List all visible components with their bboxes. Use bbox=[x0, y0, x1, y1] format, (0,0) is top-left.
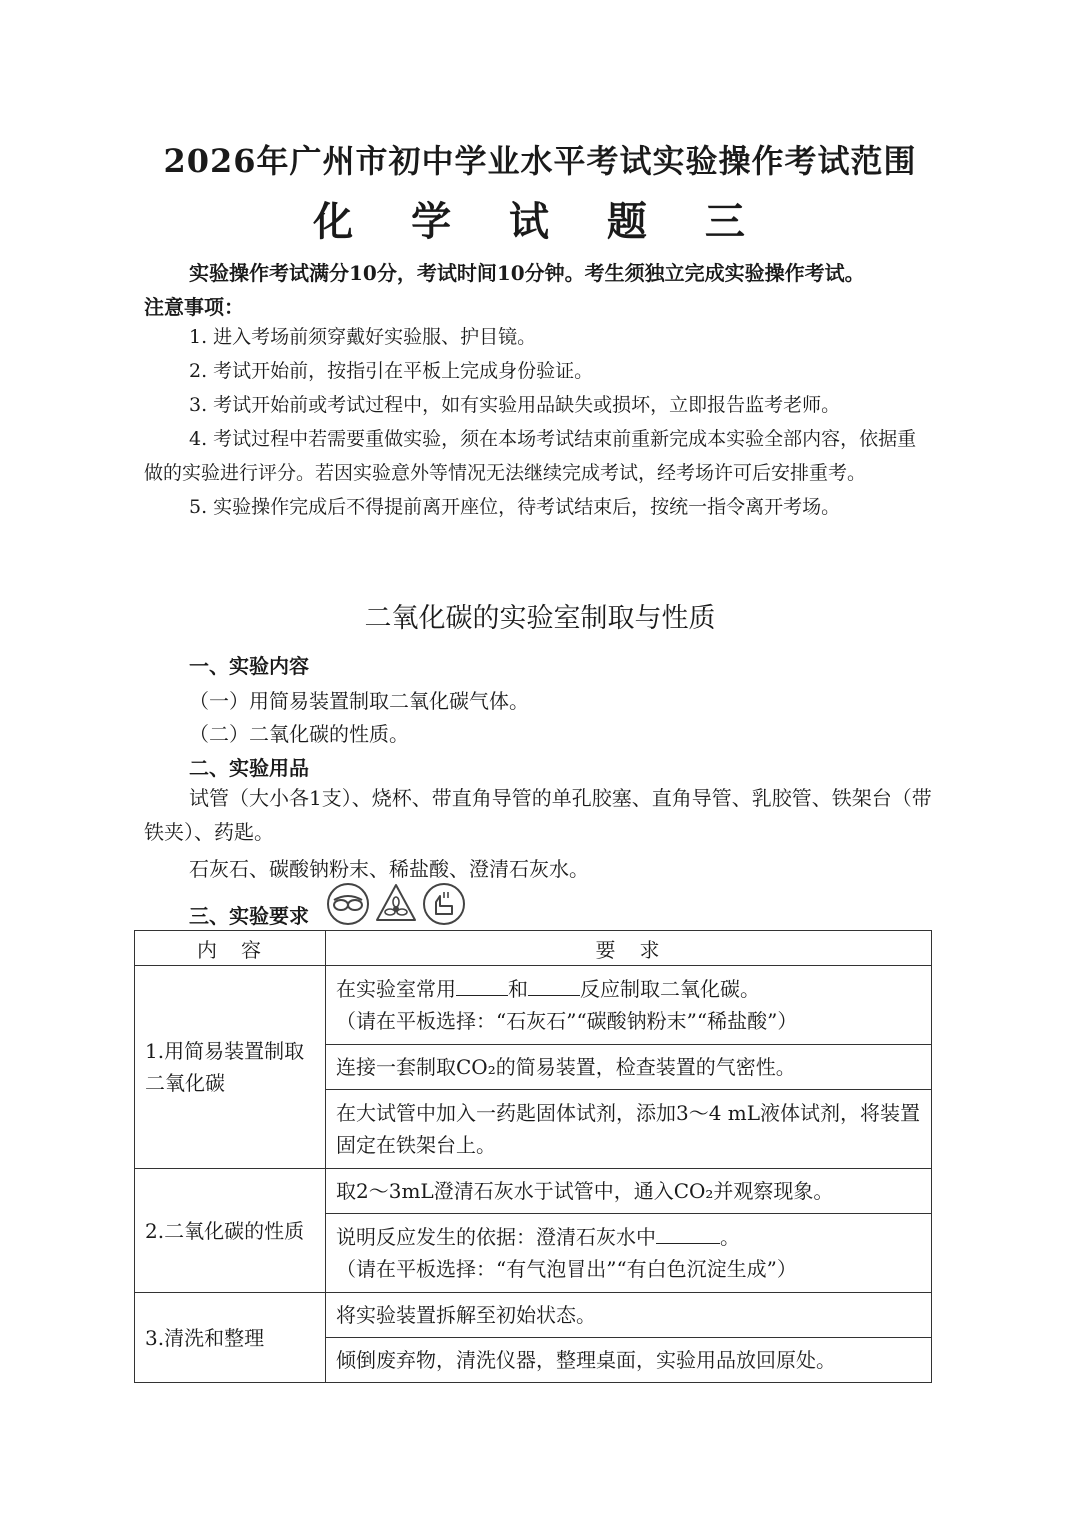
requirement-cell bbox=[326, 1214, 932, 1293]
table-row bbox=[135, 1169, 932, 1214]
category-cell: 3.清洗和整理 bbox=[135, 1293, 326, 1383]
requirement-cell: 取2～3mL澄清石灰水于试管中，通入CO₂并观察现象。 bbox=[326, 1169, 932, 1214]
column-header: 要 求 bbox=[326, 931, 932, 966]
notice-item: 1. 进入考场前须穿戴好实验服、护目镜。 bbox=[189, 326, 537, 348]
notice-list bbox=[144, 320, 934, 524]
page-title: 2026年广州市初中学业水平考试实验操作考试范围 bbox=[163, 142, 917, 180]
requirement-cell: 将实验装置拆解至初始状态。 bbox=[326, 1293, 932, 1338]
section-heading-materials: 二、实验用品 bbox=[189, 756, 309, 780]
section-heading-requirements: 三、实验要求 bbox=[189, 904, 309, 928]
tablet-choice-note: （请在平板选择：“有气泡冒出”“有白色沉淀生成”） bbox=[336, 1257, 797, 1281]
answer-blank bbox=[656, 1223, 720, 1244]
content-item: （二）二氧化碳的性质。 bbox=[189, 722, 409, 746]
equipment-list: 试管（大小各1支）、烧杯、带直角导管的单孔胶塞、直角导管、乳胶管、铁架台（带铁夹）、药匙。 bbox=[144, 786, 932, 844]
section-heading-content: 一、实验内容 bbox=[189, 654, 309, 678]
table-row bbox=[135, 966, 932, 1045]
experiment-title: 二氧化碳的实验室制取与性质 bbox=[364, 603, 716, 634]
content-item: （一）用简易装置制取二氧化碳气体。 bbox=[189, 689, 529, 713]
notice-heading: 注意事项： bbox=[144, 295, 244, 319]
hand-wash-icon bbox=[422, 882, 466, 926]
exam-intro: 实验操作考试满分10分，考试时间10分钟。考生须独立完成实验操作考试。 bbox=[189, 261, 865, 285]
notice-item: 4. 考试过程中若需要重做实验，须在本场考试结束前重新完成本实验全部内容，依据重做的实验进行评分。若因实验意外等情况无法继续完成考试，经考场许可后安排重考。 bbox=[144, 428, 917, 484]
requirement-text: 和 bbox=[508, 977, 528, 1001]
requirement-cell: 倾倒废弃物，清洗仪器，整理桌面，实验用品放回原处。 bbox=[326, 1338, 932, 1383]
safety-icons bbox=[326, 882, 466, 926]
category-cell: 2.二氧化碳的性质 bbox=[135, 1169, 326, 1293]
requirement-cell: 在大试管中加入一药匙固体试剂，添加3～4 mL液体试剂，将装置固定在铁架台上。 bbox=[326, 1090, 932, 1169]
reagent-list: 石灰石、碳酸钠粉末、稀盐酸、澄清石灰水。 bbox=[189, 857, 589, 881]
requirement-cell: 连接一套制取CO₂的简易装置，检查装置的气密性。 bbox=[326, 1045, 932, 1090]
notice-item: 3. 考试开始前或考试过程中，如有实验用品缺失或损坏，立即报告监考老师。 bbox=[189, 394, 841, 416]
requirement-text: 反应制取二氧化碳。 bbox=[580, 977, 760, 1001]
requirements-table bbox=[134, 930, 932, 1383]
requirement-text: 说明反应发生的依据：澄清石灰水中 bbox=[336, 1225, 656, 1249]
tablet-choice-note: （请在平板选择：“石灰石”“碳酸钠粉末”“稀盐酸”） bbox=[336, 1009, 798, 1033]
table-header-row bbox=[135, 931, 932, 966]
ventilation-icon bbox=[374, 882, 418, 926]
answer-blank bbox=[456, 975, 508, 996]
page-subtitle: 化 学 试 题 三 bbox=[313, 198, 767, 245]
answer-blank bbox=[528, 975, 580, 996]
requirement-text: 。 bbox=[720, 1225, 740, 1249]
notice-item: 2. 考试开始前，按指引在平板上完成身份验证。 bbox=[189, 360, 594, 382]
category-cell: 1.用简易装置制取二氧化碳 bbox=[135, 966, 326, 1169]
notice-item: 5. 实验操作完成后不得提前离开座位，待考试结束后，按统一指令离开考场。 bbox=[189, 496, 841, 518]
table-row bbox=[135, 1293, 932, 1338]
requirement-cell bbox=[326, 966, 932, 1045]
requirement-text: 在实验室常用 bbox=[336, 977, 456, 1001]
column-header: 内 容 bbox=[135, 931, 326, 966]
goggles-icon bbox=[326, 882, 370, 926]
